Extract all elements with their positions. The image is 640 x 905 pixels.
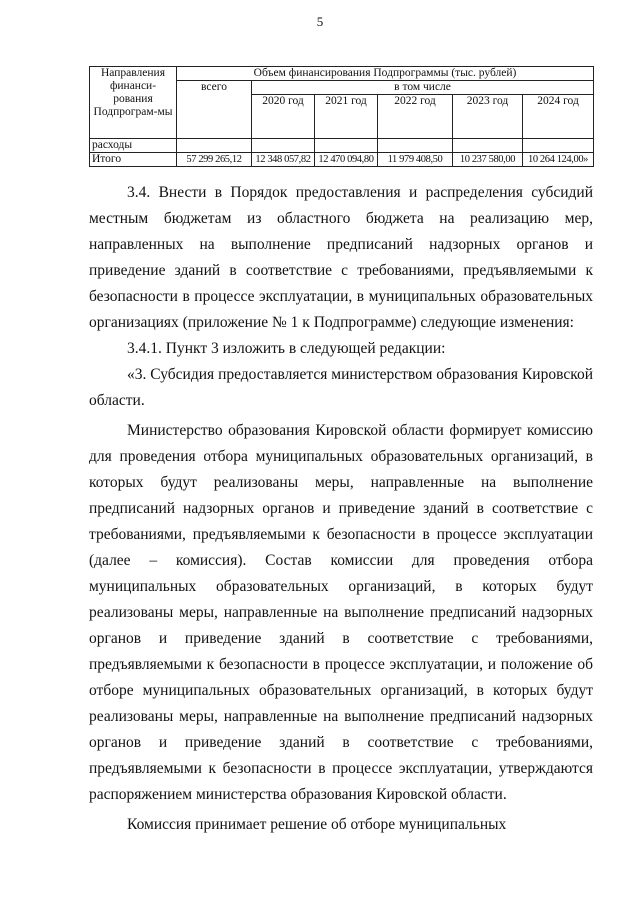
financing-table	[89, 66, 594, 167]
row-total-label: Итого	[90, 153, 177, 167]
paragraph-commission: Министерство образования Кировской области формирует комиссию для проведения отбора муниципальных образовательных организаций, в которых будут реализованы меры, направленные на выполнение предписаний надзорных органов и приведение зданий в соответствие с требованиями, предъявляемыми к безопасности в процессе эксплуатации (далее – комиссия). Состав комиссии для проведения отбора муниципальных образовательных организаций, в которых будут реализованы меры, направленные на выполнение предписаний надзорных органов и приведение зданий в соответствие с требованиями, предъявляемыми к безопасности в процессе эксплуатации, и положение об отборе муниципальных образовательных организаций, в которых будут реализованы меры, направленные на выполнение предписаний надзорных органов и приведение зданий в соответствие с требованиями, предъявляемыми к безопасности в процессе эксплуатации, утверждаются распоряжением министерства образования Кировской области.	[89, 422, 593, 803]
paragraph-3-4-1: 3.4.1. Пункт 3 изложить в следующей редакции:	[127, 340, 446, 357]
paragraph-subsidy: «3. Субсидия предоставляется министерством образования Кировской области.	[89, 366, 593, 409]
page-number: 5	[316, 14, 324, 29]
paragraph-3-4: 3.4. Внести в Порядок предоставления и распределения субсидий местным бюджетам из областного бюджета на реализацию мер, направленных на выполнение предписаний надзорных органов и приведение зданий в соответствие с требованиями, предъявляемыми к безопасности в процессе эксплуатации, в муниципальных образовательных организациях (приложение № 1 к Подпрограмме) следующие изменения:	[89, 184, 593, 331]
total-value: 10 264 124,00»	[523, 153, 594, 167]
table-cell	[177, 139, 252, 153]
table-cell	[252, 139, 315, 153]
table-cell	[315, 139, 378, 153]
table-cell	[378, 139, 453, 153]
row-expenses-label: расходы	[90, 139, 177, 153]
header-volume: Объем финансирования Подпрограммы (тыс. рублей)	[177, 67, 594, 81]
header-year: 2023 год	[453, 95, 523, 139]
total-value: 12 470 094,80	[315, 153, 378, 167]
total-value: 11 979 408,50	[378, 153, 453, 167]
total-value: 57 299 265,12	[177, 153, 252, 167]
header-year: 2020 год	[252, 95, 315, 139]
table-cell	[453, 139, 523, 153]
header-total: всего	[177, 81, 252, 139]
header-including: в том числе	[252, 81, 594, 95]
header-direction: Направления финанси-рования Подпрограм-мы	[90, 67, 177, 139]
header-year: 2021 год	[315, 95, 378, 139]
total-value: 10 237 580,00	[453, 153, 523, 167]
document-body	[89, 180, 593, 838]
table-cell	[523, 139, 594, 153]
header-year: 2022 год	[378, 95, 453, 139]
total-value: 12 348 057,82	[252, 153, 315, 167]
paragraph-decision: Комиссия принимает решение об отборе муниципальных	[127, 816, 507, 833]
header-year: 2024 год	[523, 95, 594, 139]
